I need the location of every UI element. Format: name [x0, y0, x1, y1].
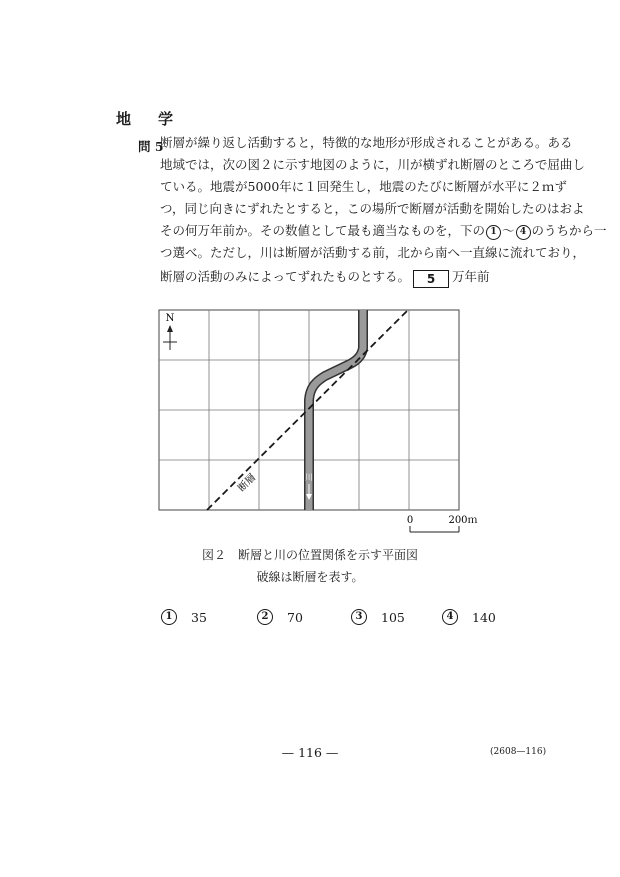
- answer-box[interactable]: 5: [413, 270, 449, 288]
- question-line-5-tail: のうちから一: [531, 223, 607, 238]
- question-line-4: つ，同じ向きにずれたとすると，この場所で断層が活動を開始したのはおよ: [160, 201, 585, 216]
- fault-label: 断層: [236, 472, 259, 495]
- choice-3-value: 105: [381, 609, 405, 625]
- choice-4-value: 140: [472, 609, 496, 625]
- choice-3[interactable]: [350, 609, 405, 625]
- choice-2-number: 2: [257, 609, 273, 625]
- choice-2[interactable]: [256, 609, 303, 625]
- choice-4[interactable]: [441, 609, 496, 625]
- figure-caption: 図２ 断層と川の位置関係を示す平面図: [201, 548, 418, 562]
- figure-caption-note: 破線は断層を表す。: [256, 570, 364, 584]
- choice-2-value: 70: [287, 609, 303, 625]
- choice-range-start: 1: [486, 225, 501, 240]
- scale-zero-label: 0: [406, 515, 414, 526]
- question-line-5-text: その何万年前か。その数値として最も適当なものを，下の: [160, 223, 486, 238]
- fault-river-map: [150, 300, 478, 540]
- question-line-5: [160, 220, 607, 242]
- answer-suffix: 万年前: [452, 269, 490, 284]
- choice-3-number: 3: [351, 609, 367, 625]
- question-line-6: つ選べ。ただし，川は断層が活動する前，北から南へ一直線に流れており，: [160, 245, 586, 260]
- question-number: 問 5: [138, 139, 164, 154]
- choice-range-end: 4: [516, 225, 531, 240]
- subject-heading: 地 学: [116, 110, 180, 128]
- choice-1-value: 35: [191, 609, 207, 625]
- north-arrow-icon: [163, 325, 177, 350]
- document-code: (2608—116): [490, 747, 547, 757]
- scale-end-label: 200ｍ: [448, 515, 478, 526]
- scale-bar: [410, 526, 459, 532]
- north-label: N: [165, 313, 175, 324]
- question-line-1: 断層が繰り返し活動すると，特徴的な地形が形成されることがある。ある: [160, 135, 573, 150]
- choice-1-number: 1: [161, 609, 177, 625]
- question-line-7-text: 断層の活動のみによってずれたものとする。: [160, 269, 411, 284]
- question-line-3: ている。地震が5000年に１回発生し，地震のたびに断層が水平に２ｍず: [160, 179, 567, 194]
- river-label: 川: [305, 473, 313, 482]
- page-number: — 116 —: [281, 745, 339, 760]
- choice-1[interactable]: [160, 609, 207, 625]
- choice-4-number: 4: [442, 609, 458, 625]
- choice-range-tilde: 〜: [502, 223, 515, 238]
- question-line-7: [160, 266, 490, 288]
- question-line-2: 地域では，次の図２に示す地図のように，川が横ずれ断層のところで屈曲し: [160, 157, 585, 172]
